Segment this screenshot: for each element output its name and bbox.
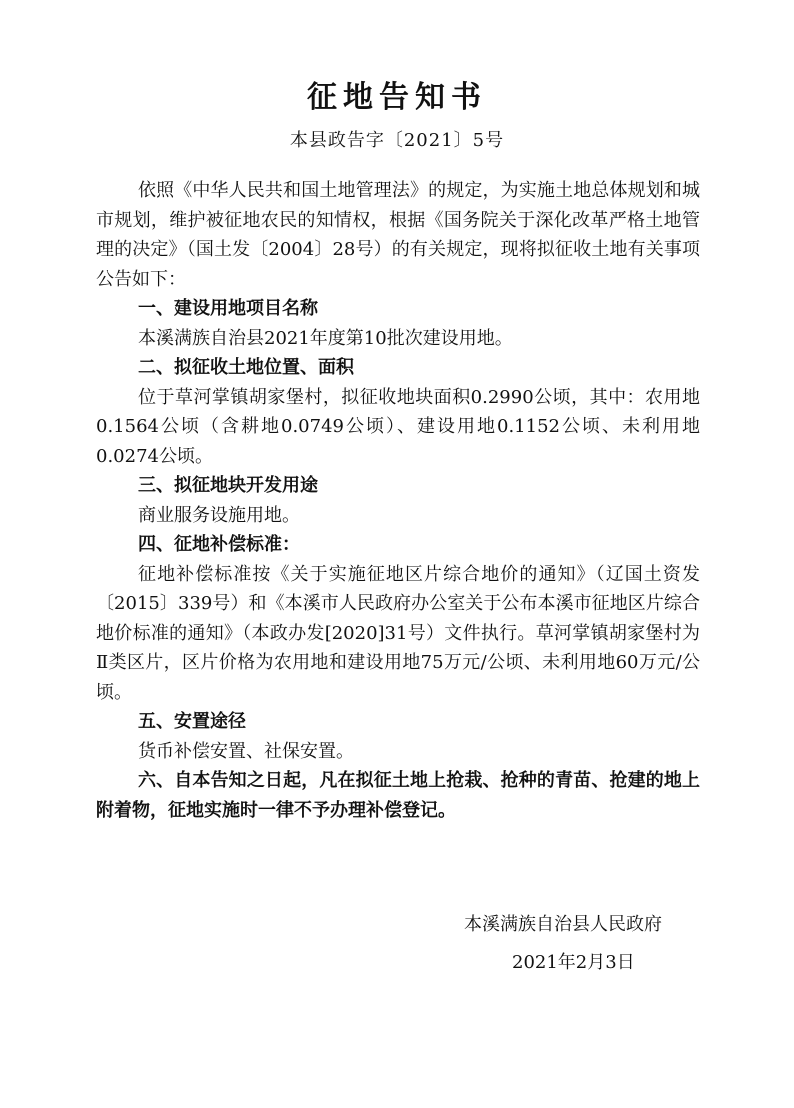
document-body xyxy=(96,176,700,825)
document-number: 本县政告字〔2021〕5号 xyxy=(289,130,505,151)
intro-paragraph: 依照《中华人民共和国土地管理法》的规定，为实施土地总体规划和城市规划，维护被征地农民的知情权，根据《国务院关于深化改革严格土地管理的决定》（国土发〔2004〕28号）的有关规定，现将拟征收土地有关事项公告如下： xyxy=(96,180,700,290)
document-title: 征地告知书 xyxy=(307,80,487,115)
section-heading-4: 四、征地补偿标准： xyxy=(138,534,300,555)
section-heading-2: 二、拟征收土地位置、面积 xyxy=(138,357,354,378)
issue-date: 2021年2月3日 xyxy=(512,952,635,973)
section-heading-5: 五、安置途径 xyxy=(138,711,246,732)
section-text-5: 货币补偿安置、社保安置。 xyxy=(138,740,354,762)
section-text-4: 征地补偿标准按《关于实施征地区片综合地价的通知》（辽国土资发〔2015〕339号）和《本溪市人民政府办公室关于公布本溪市征地区片综合地价标准的通知》（本政办发[2020]31号）文件执行。草河掌镇胡家堡村为Ⅱ类区片，区片价格为农用地和建设用地75万元/公顷、未利用地60万元/公顷。 xyxy=(96,563,700,703)
section-text-3: 商业服务设施用地。 xyxy=(138,504,300,526)
issuer-name: 本溪满族自治县人民政府 xyxy=(464,914,662,935)
section-heading-1: 一、建设用地项目名称 xyxy=(138,298,318,319)
section-heading-3: 三、拟征地块开发用途 xyxy=(138,475,318,496)
section-text-2: 位于草河掌镇胡家堡村，拟征收地块面积0.2990公顷，其中：农用地0.1564公顷（含耕地0.0749公顷）、建设用地0.1152公顷、未利用地0.0274公顷。 xyxy=(96,386,700,467)
section-text-1: 本溪满族自治县2021年度第10批次建设用地。 xyxy=(138,327,513,349)
final-clause: 六、自本告知之日起，凡在拟征土地上抢栽、抢种的青苗、抢建的地上附着物，征地实施时一律不予办理补偿登记。 xyxy=(96,770,700,821)
